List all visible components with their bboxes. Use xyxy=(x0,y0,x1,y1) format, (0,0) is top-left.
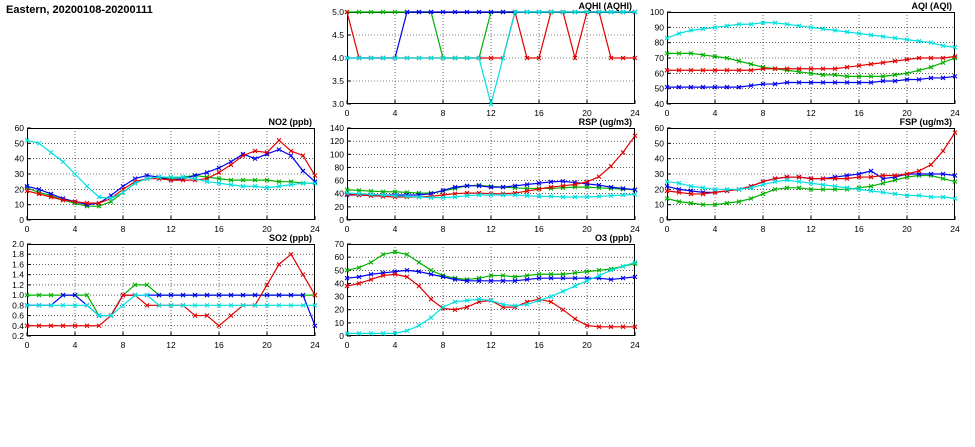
svg-text:20: 20 xyxy=(582,224,592,234)
panel-o3 xyxy=(334,233,640,350)
page-title: Eastern, 20200108-20200111 xyxy=(6,4,153,16)
svg-text:50: 50 xyxy=(334,265,344,276)
svg-text:4.5: 4.5 xyxy=(332,30,344,40)
svg-text:0: 0 xyxy=(344,224,350,234)
panel-no2 xyxy=(14,117,320,234)
svg-text:12: 12 xyxy=(806,224,816,234)
chart-title: AQHI (AQHI) xyxy=(578,1,632,11)
svg-text:20: 20 xyxy=(262,340,272,350)
svg-text:24: 24 xyxy=(630,108,640,118)
svg-text:20: 20 xyxy=(334,201,344,212)
svg-text:30: 30 xyxy=(334,291,344,302)
svg-text:24: 24 xyxy=(630,224,640,234)
svg-text:10: 10 xyxy=(14,199,24,210)
series-d1 xyxy=(665,51,957,78)
chart-title: O3 (ppb) xyxy=(595,233,632,243)
svg-text:90: 90 xyxy=(654,22,664,33)
svg-text:16: 16 xyxy=(534,340,544,350)
svg-text:4.0: 4.0 xyxy=(332,53,344,63)
svg-text:4: 4 xyxy=(72,340,78,350)
svg-text:8: 8 xyxy=(760,224,766,234)
svg-text:4: 4 xyxy=(72,224,78,234)
svg-text:0.2: 0.2 xyxy=(12,331,24,341)
svg-text:80: 80 xyxy=(654,37,664,48)
svg-text:16: 16 xyxy=(854,108,864,118)
svg-text:2.0: 2.0 xyxy=(12,239,24,249)
svg-text:0: 0 xyxy=(339,215,344,225)
svg-text:70: 70 xyxy=(654,53,664,63)
series-d4 xyxy=(345,191,637,200)
svg-text:100: 100 xyxy=(649,7,664,17)
svg-text:0: 0 xyxy=(664,224,670,234)
svg-text:24: 24 xyxy=(310,340,320,350)
svg-text:0: 0 xyxy=(344,108,350,118)
chart-title: NO2 (ppb) xyxy=(268,117,312,127)
svg-text:10: 10 xyxy=(334,317,344,328)
svg-text:120: 120 xyxy=(329,136,344,147)
svg-text:8: 8 xyxy=(440,108,446,118)
svg-text:1.8: 1.8 xyxy=(12,249,24,260)
svg-text:140: 140 xyxy=(329,123,344,133)
svg-text:100: 100 xyxy=(329,149,344,160)
svg-text:16: 16 xyxy=(534,108,544,118)
svg-text:1.6: 1.6 xyxy=(12,259,24,270)
svg-text:20: 20 xyxy=(14,184,24,195)
svg-text:60: 60 xyxy=(334,175,344,186)
svg-text:3.5: 3.5 xyxy=(332,76,344,86)
svg-text:8: 8 xyxy=(120,340,126,350)
svg-text:12: 12 xyxy=(486,108,496,118)
svg-text:20: 20 xyxy=(582,108,592,118)
svg-text:0: 0 xyxy=(24,224,30,234)
svg-text:50: 50 xyxy=(654,138,664,149)
svg-text:0: 0 xyxy=(664,108,670,118)
chart-title: AQI (AQI) xyxy=(911,1,952,11)
svg-text:4: 4 xyxy=(392,224,398,234)
svg-text:24: 24 xyxy=(950,224,960,234)
svg-text:5.0: 5.0 xyxy=(332,7,344,17)
svg-text:16: 16 xyxy=(534,224,544,234)
svg-text:24: 24 xyxy=(630,340,640,350)
svg-text:20: 20 xyxy=(334,304,344,315)
svg-text:12: 12 xyxy=(806,108,816,118)
svg-text:0: 0 xyxy=(339,331,344,341)
svg-text:0: 0 xyxy=(659,215,664,225)
panel-so2 xyxy=(12,233,320,350)
svg-text:1.4: 1.4 xyxy=(12,269,24,280)
chart-title: FSP (ug/m3) xyxy=(899,117,952,127)
svg-text:1.0: 1.0 xyxy=(12,290,24,301)
svg-text:12: 12 xyxy=(486,340,496,350)
svg-text:0.8: 0.8 xyxy=(12,300,24,311)
panel-aqi xyxy=(649,1,960,118)
svg-text:30: 30 xyxy=(14,169,24,179)
series-d4 xyxy=(665,21,957,50)
chart-title: RSP (ug/m3) xyxy=(578,117,632,127)
svg-text:30: 30 xyxy=(654,169,664,179)
svg-text:24: 24 xyxy=(950,108,960,118)
svg-text:20: 20 xyxy=(654,184,664,195)
svg-text:8: 8 xyxy=(440,224,446,234)
svg-text:10: 10 xyxy=(654,199,664,210)
svg-text:4: 4 xyxy=(392,108,398,118)
svg-text:80: 80 xyxy=(334,162,344,173)
svg-text:20: 20 xyxy=(902,108,912,118)
svg-text:8: 8 xyxy=(120,224,126,234)
svg-text:12: 12 xyxy=(166,340,176,350)
svg-text:60: 60 xyxy=(14,123,24,133)
chart-title: SO2 (ppb) xyxy=(269,233,312,243)
svg-text:60: 60 xyxy=(654,68,664,79)
panel-aqhi xyxy=(332,1,640,118)
svg-text:3.0: 3.0 xyxy=(332,99,344,109)
svg-text:0.6: 0.6 xyxy=(12,310,24,321)
series-d1 xyxy=(25,283,317,318)
series-d2 xyxy=(665,74,957,89)
svg-text:70: 70 xyxy=(334,239,344,249)
svg-text:24: 24 xyxy=(310,224,320,234)
svg-text:8: 8 xyxy=(440,340,446,350)
series-d3 xyxy=(25,138,317,205)
svg-text:16: 16 xyxy=(854,224,864,234)
svg-text:0.4: 0.4 xyxy=(12,320,24,331)
panel-rsp xyxy=(329,117,640,234)
svg-text:40: 40 xyxy=(334,278,344,289)
panel-fsp xyxy=(654,117,960,234)
svg-text:20: 20 xyxy=(902,224,912,234)
svg-text:40: 40 xyxy=(14,153,24,164)
svg-text:12: 12 xyxy=(166,224,176,234)
svg-text:60: 60 xyxy=(654,123,664,133)
svg-text:12: 12 xyxy=(486,224,496,234)
svg-text:20: 20 xyxy=(262,224,272,234)
svg-text:0: 0 xyxy=(19,215,24,225)
svg-text:8: 8 xyxy=(760,108,766,118)
svg-text:16: 16 xyxy=(214,340,224,350)
svg-text:40: 40 xyxy=(654,153,664,164)
svg-text:50: 50 xyxy=(654,83,664,94)
svg-text:4: 4 xyxy=(392,340,398,350)
svg-text:20: 20 xyxy=(582,340,592,350)
svg-text:40: 40 xyxy=(654,99,664,109)
svg-text:16: 16 xyxy=(214,224,224,234)
svg-text:0: 0 xyxy=(24,340,30,350)
svg-text:50: 50 xyxy=(14,138,24,149)
svg-text:40: 40 xyxy=(334,188,344,199)
svg-text:60: 60 xyxy=(334,252,344,263)
svg-text:4: 4 xyxy=(712,224,718,234)
svg-text:1.2: 1.2 xyxy=(12,279,24,290)
svg-text:4: 4 xyxy=(712,108,718,118)
svg-text:0: 0 xyxy=(344,340,350,350)
